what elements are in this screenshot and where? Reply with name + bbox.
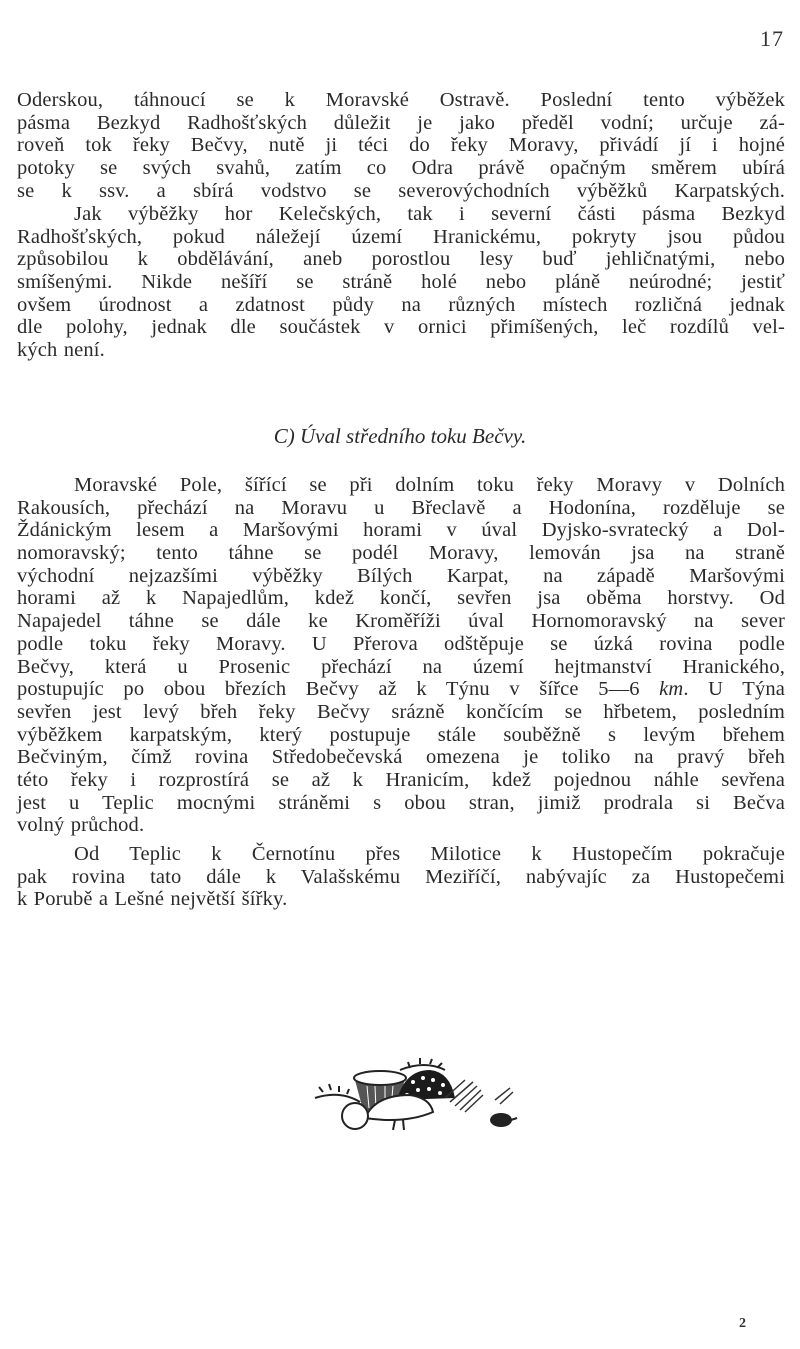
text-line: ovšem úrodnost a zdatnost půdy na různých místech rozličná jednak: [17, 293, 785, 316]
text-line: Bečvy, která u Prosenic přechází na území hejtmanství Hranického,: [17, 655, 785, 678]
text-line: Oderskou, táhnoucí se k Moravské Ostravě. Poslední tento výběžek: [17, 89, 785, 111]
text-line: Ždánickým lesem a Maršovými horami v úval Dyjsko-svratecký a Dol-: [17, 519, 785, 542]
page-number: 17: [760, 26, 784, 51]
text-line: jest u Teplic mocnými stráněmi s obou stran, jimiž prodrala si Bečva: [17, 791, 785, 814]
text-line: sevřen jest levý břeh řeky Bečvy srázně končícím se hřbetem, posledním: [17, 700, 785, 723]
paragraph-4: [17, 843, 785, 911]
unit-km: km: [659, 678, 684, 701]
text-line: pak rovina tato dále k Valašskému Meziříčí, nabývajíc za Hustopečemi: [17, 865, 785, 888]
woodland-vignette-icon: [305, 1040, 535, 1130]
text-line: Rakousích, přechází na Moravu u Břeclavě a Hodonína, rozděluje se: [17, 496, 785, 519]
paragraph-2: [17, 203, 785, 362]
text-line: se k ssv. a sbírá vodstvo se severovýchodních výběžků Karpatských.: [17, 179, 785, 202]
signature-mark: 2: [739, 1316, 746, 1331]
text-line: nomoravský; tento táhne se podél Moravy, lemován jsa na straně: [17, 542, 785, 565]
text-line: horami až k Napajedlům, kdež končí, sevřen jsa oběma horstvy. Od: [17, 587, 785, 610]
text-line: Bečviným, čímž rovina Středobečevská omezena je toliko na pravý břeh: [17, 746, 785, 769]
text-line: potoky se svých svahů, zatím co Odra právě opačným směrem ubírá: [17, 157, 785, 180]
text-line: dle polohy, jednak dle součástek v ornici přimíšených, leč rozdílů vel-: [17, 316, 785, 339]
text-line: Od Teplic k Černotínu přes Milotice k Hustopečím pokračuje: [74, 843, 785, 865]
text-line: volný průchod.: [17, 814, 145, 837]
text-line: této řeky i rozprostírá se až k Hranicím, kdež pojednou náhle sevřena: [17, 768, 785, 791]
text-line: způsobilou k obdělávání, aneb porostlou lesy buď jehličnatými, nebo: [17, 248, 785, 271]
paragraph-1: [17, 89, 785, 202]
text-line: kých není.: [17, 339, 105, 362]
text-line: Napajedel táhne se dále ke Kroměříži úval Hornomoravský na sever: [17, 610, 785, 633]
text-line: Moravské Pole, šířící se při dolním toku řeky Moravy v Dolních: [74, 474, 785, 496]
text-line: postupujíc po obou březích Bečvy až k Týnu v šířce 5—6 km. U Týna: [17, 678, 785, 701]
text-line: Radhošťských, pokud náležejí území Hranickému, pokryty jsou půdou: [17, 225, 785, 248]
text-line: výběžkem karpatským, který postupuje stále souběžně s levým břehem: [17, 723, 785, 746]
paragraph-3: [17, 474, 785, 837]
text-line: podle toku řeky Moravy. U Přerova odštěpuje se úzká rovina podle: [17, 632, 785, 655]
section-heading: C) Úval středního toku Bečvy.: [273, 424, 527, 448]
text-line: Jak výběžky hor Kelečských, tak i severní části pásma Bezkyd: [74, 203, 785, 225]
text-line: smíšenými. Nikde nešíří se stráně holé nebo pláně neúrodné; jestiť: [17, 271, 785, 294]
text-line: východní nejzazšími výběžky Bílých Karpat, na západě Maršovými: [17, 564, 785, 587]
text-line: pásma Bezkyd Radhošťských důležit je jako předěl vodní; určuje zá-: [17, 111, 785, 134]
text-line: roveň tok řeky Bečvy, nutě ji téci do řeky Moravy, přivádí jí i hojné: [17, 134, 785, 157]
text-line: k Porubě a Lešné největší šířky.: [17, 888, 288, 911]
